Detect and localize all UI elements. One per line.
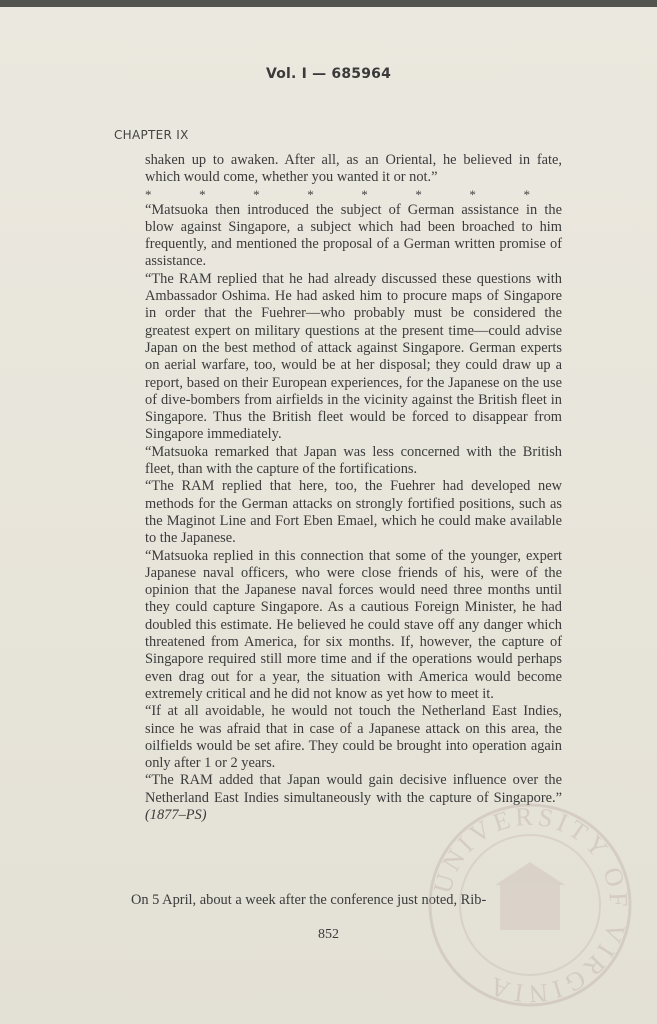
paragraph: “Matsuoka then introduced the subject of German assistance in the blow against Singapore, a subject which had been broached to him frequently, and mentioned the proposal of a German written promise of assistance. [145, 201, 562, 270]
paragraph-continuation: shaken up to awaken. After all, as an Oriental, he believed in fate, which would come, whether you wanted it or not.” [145, 152, 562, 186]
paragraph: “The RAM replied that he had already discussed these questions with Ambassador Oshima. He had asked him to procure maps of Singapore in order that the Fuehrer—who probably must be considered the greatest expert on military questions at the present time—could advise Japan on the best method of attack against Singapore. German experts on aerial warfare, too, would be at her disposal; they could draw up a report, based on their European experiences, for the Japanese on the use of dive-bombers from airfields in the vicinity against the British fleet in Singapore. Thus the British fleet would be forced to disappear from Singapore immediately. [145, 270, 562, 443]
star: * [307, 186, 314, 202]
ellipsis-stars [145, 187, 562, 202]
citation: (1877–PS) [145, 806, 207, 823]
paragraph-text: “The RAM added that Japan would gain decisive influence over the Netherland East Indies simultaneously with the capture of Singapore.” [145, 772, 562, 806]
star: * [361, 186, 368, 202]
body-text [145, 152, 562, 824]
star: * [199, 186, 206, 202]
chapter-label: CHAPTER IX [114, 128, 189, 142]
paragraph: “Matsuoka remarked that Japan was less concerned with the British fleet, than with the capture of the fortifications. [145, 443, 562, 478]
paragraph: “Matsuoka replied in this connection that some of the younger, expert Japanese naval officers, who were close friends of his, were of the opinion that the Japanese naval forces would need three months until they could capture Singapore. As a cautious Foreign Minister, he had doubled this estimate. He believed he could stave off any danger which threatened from America, for six months. If, however, the capture of Singapore required still more time and if the operations would perhaps even drag out for a year, the situation with America would become extremely critical and he did not know as yet how to meet it. [145, 547, 562, 702]
star: * [469, 186, 476, 202]
star: * [253, 186, 260, 202]
scan-top-edge [0, 0, 657, 7]
paragraph-new: On 5 April, about a week after the conference just noted, Rib- [131, 892, 487, 908]
star: * [415, 186, 422, 202]
running-head: Vol. I — 685964 [265, 66, 392, 82]
library-seal-stamp [425, 800, 635, 1010]
page-number: 852 [318, 927, 339, 942]
star: * [523, 186, 530, 202]
paragraph: “The RAM replied that here, too, the Fuehrer had developed new methods for the German attacks on strongly fortified positions, such as the Maginot Line and Fort Eben Emael, which he could make available to the Japanese. [145, 478, 562, 547]
seal-text: UNIVERSITY OF VIRGINIA [427, 801, 634, 1009]
paragraph: “If at all avoidable, he would not touch the Netherland East Indies, since he was afraid that in case of a Japanese attack on this area, the oilfields would be set afire. They could be brought into operation again only after 1 or 2 years. [145, 703, 562, 772]
star: * [145, 186, 152, 202]
